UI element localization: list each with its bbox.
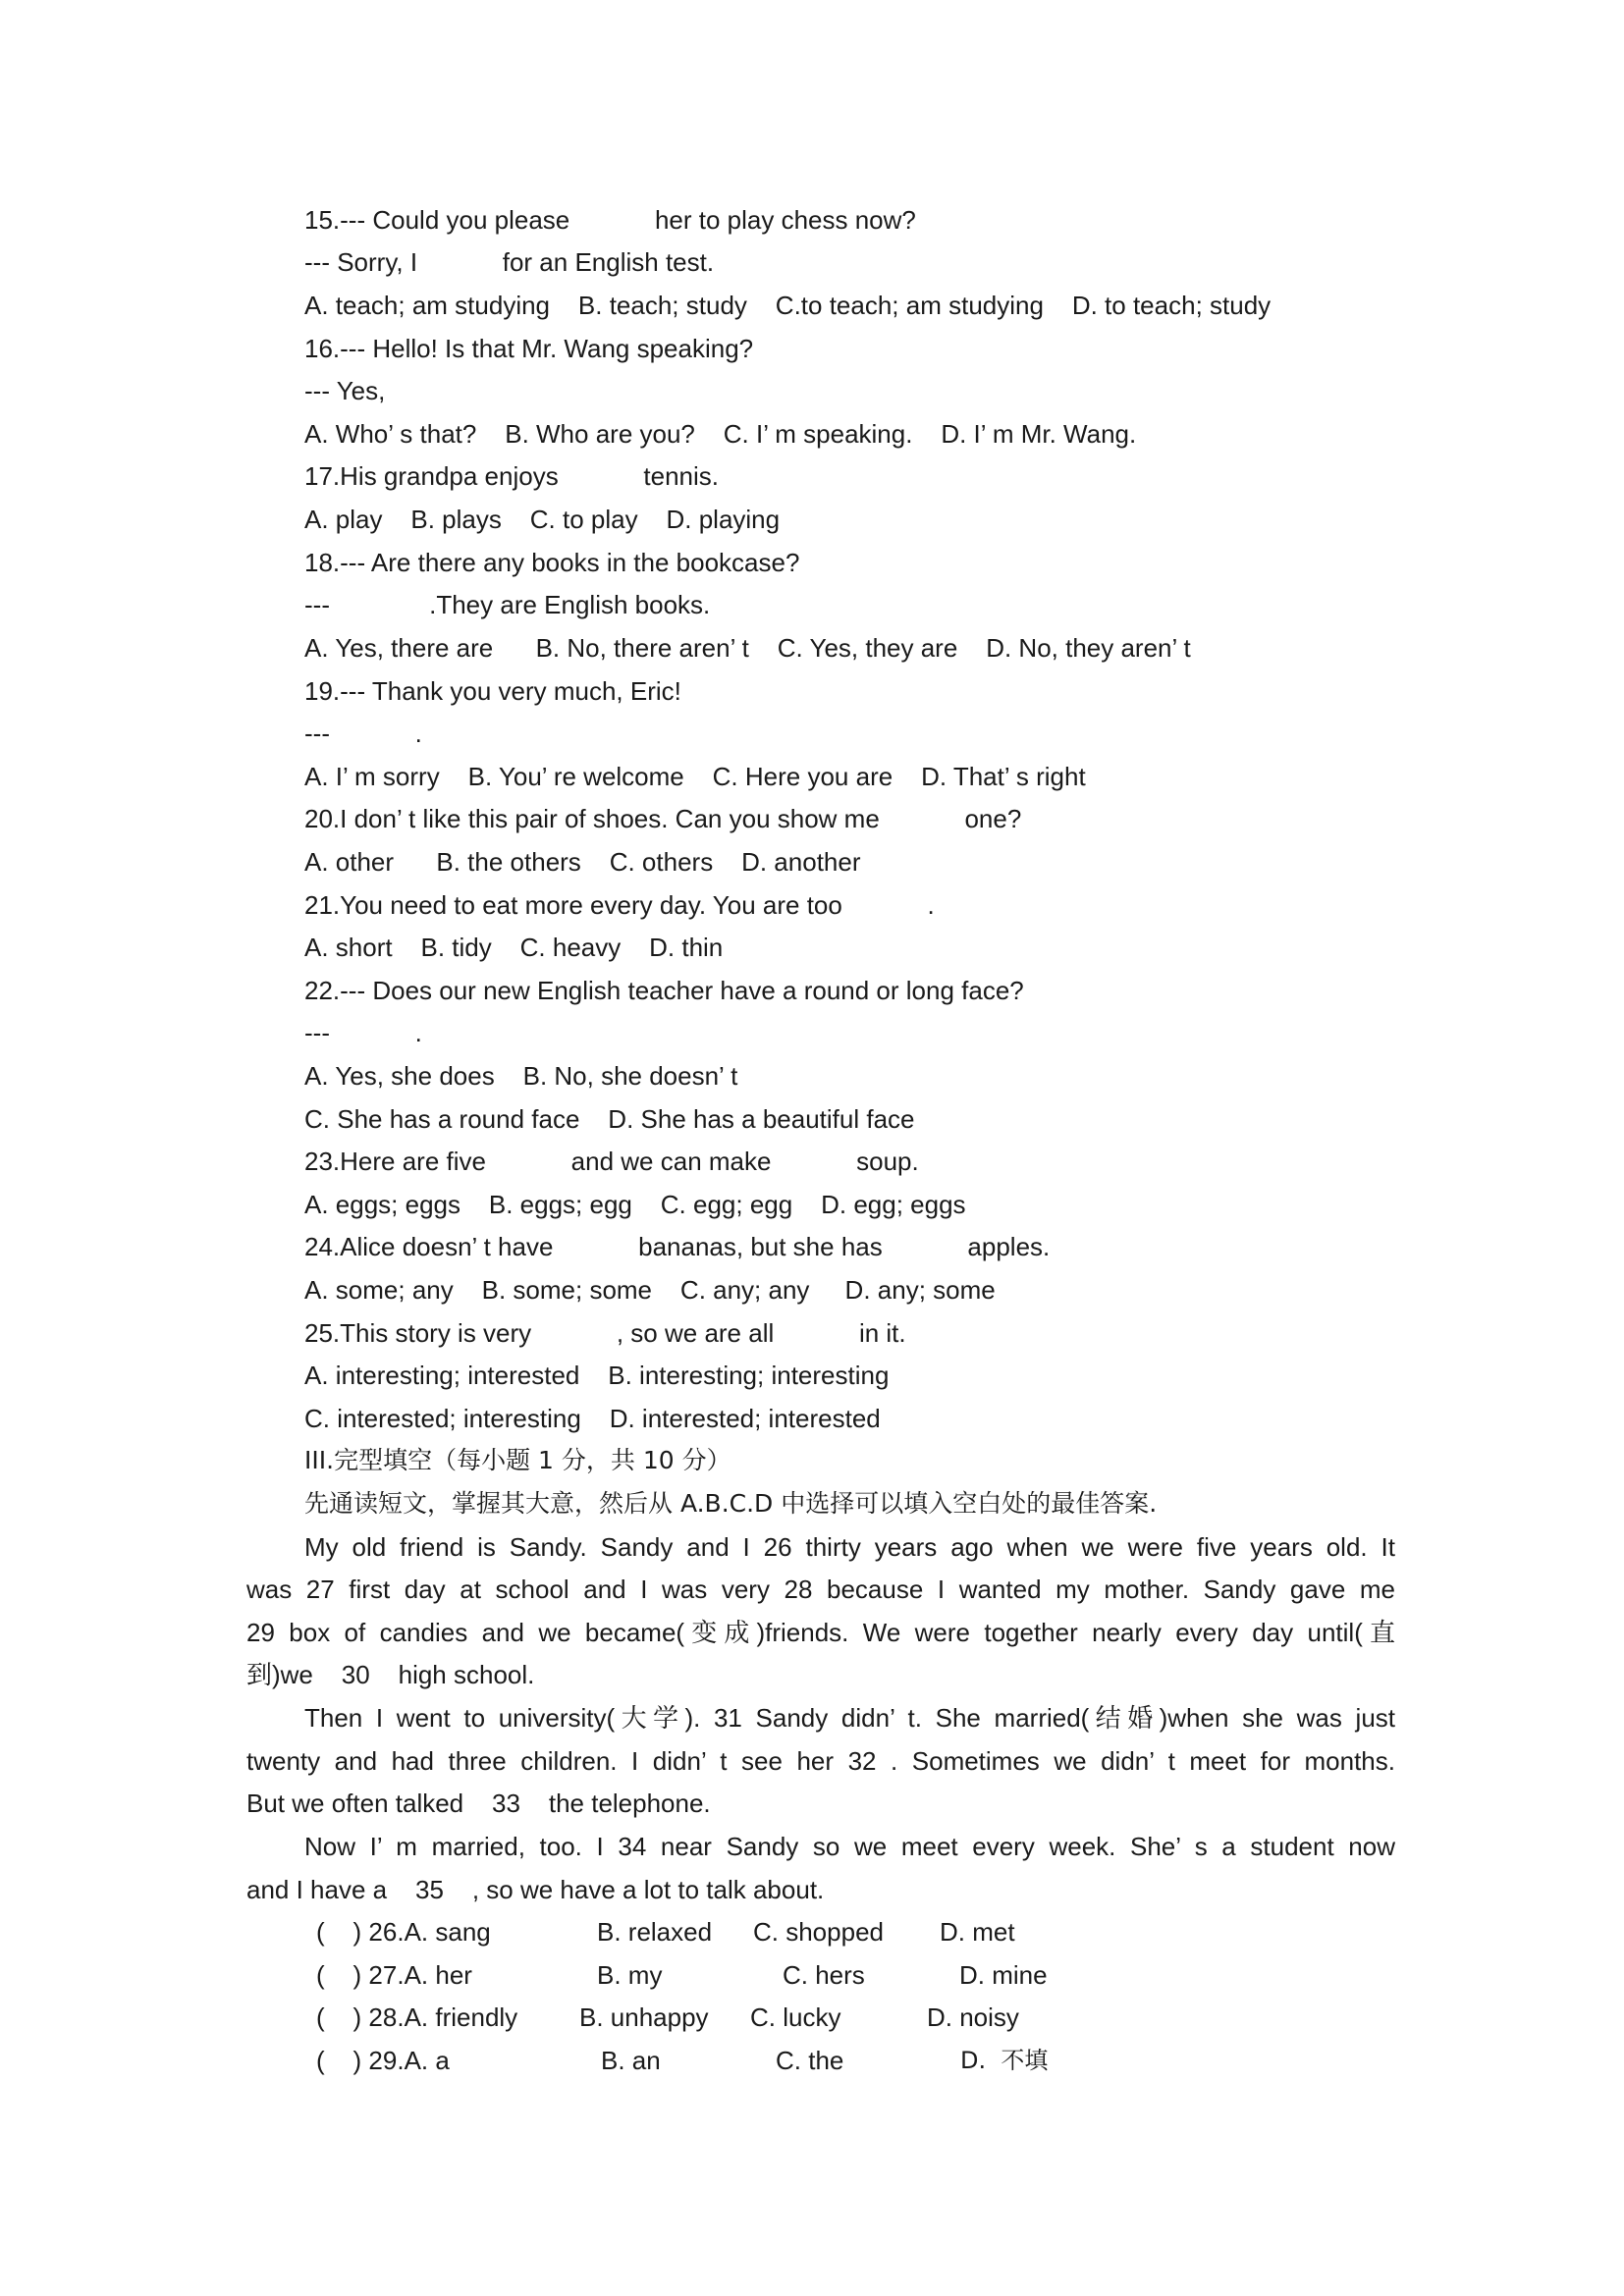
option-b: B. my <box>597 1960 663 1990</box>
passage-p3-line2: and I have a 35 , so we have a lot to talk about. <box>246 1875 825 1904</box>
q22-options-cd: C. She has a round face D. She has a beautiful face <box>304 1104 915 1134</box>
option-c: C. lucky <box>750 2002 841 2032</box>
option-b: B. an <box>601 2046 661 2075</box>
q18-stem: 18.--- Are there any books in the bookcase? <box>304 548 800 577</box>
q16-reply: --- Yes, <box>304 376 386 405</box>
q15-reply: --- Sorry, I for an English test. <box>304 247 715 277</box>
q25-options-ab: A. interesting; interested B. interesting; interesting <box>304 1361 890 1390</box>
passage-p1-line3: 29 box of candies and we became(变成)friends. We were together nearly every day until(直 <box>246 1618 1395 1647</box>
q21-options: A. short B. tidy C. heavy D. thin <box>304 933 724 962</box>
q18-reply: --- .They are English books. <box>304 590 711 619</box>
q21-stem: 21.You need to eat more every day. You are too . <box>304 890 935 920</box>
q24-options: A. some; any B. some; some C. any; any D. any; some <box>304 1275 996 1305</box>
passage-p1-line2: was 27 first day at school and I was very 28 because I wanted my mother. Sandy gave me <box>246 1575 1395 1604</box>
q15-options: A. teach; am studying B. teach; study C.to teach; am studying D. to teach; study <box>304 291 1272 320</box>
q19-options: A. I’ m sorry B. You’ re welcome C. Here you are D. That’ s right <box>304 762 1086 791</box>
q20-options: A. other B. the others C. others D. another <box>304 847 861 877</box>
q22-options-ab: A. Yes, she does B. No, she doesn’ t <box>304 1061 738 1091</box>
q15-stem: 15.--- Could you please her to play chess now? <box>304 205 916 235</box>
option-c: C. hers <box>783 1960 865 1990</box>
q20-stem: 20.I don’ t like this pair of shoes. Can you show me one? <box>304 804 1022 833</box>
q25-options-cd: C. interested; interesting D. interested; interested <box>304 1404 881 1433</box>
passage-p1-line1: My old friend is Sandy. Sandy and I 26 thirty years ago when we were five years old. It <box>304 1532 1395 1562</box>
option-b: B. relaxed <box>597 1917 713 1947</box>
option-d: D. met <box>940 1917 1015 1947</box>
q19-stem: 19.--- Thank you very much, Eric! <box>304 676 681 706</box>
option-c: C. shopped <box>753 1917 884 1947</box>
q24-stem: 24.Alice doesn’ t have bananas, but she has apples. <box>304 1232 1051 1261</box>
cloze-item-27 <box>316 1960 1200 1990</box>
option-d: D. mine <box>959 1960 1048 1990</box>
q16-stem: 16.--- Hello! Is that Mr. Wang speaking? <box>304 334 754 363</box>
q23-stem: 23.Here are five and we can make soup. <box>304 1147 919 1176</box>
q25-stem: 25.This story is very , so we are all in it. <box>304 1318 906 1348</box>
cloze-item-number: ( ) 29.A. a <box>316 2046 450 2075</box>
passage-p2-line1: Then I went to university(大学). 31 Sandy didn’ t. She married(结婚)when she was just <box>304 1703 1395 1733</box>
section-instruction: 先通读短文，掌握其大意，然后从 A.B.C.D 中选择可以填入空白处的最佳答案. <box>304 1489 1158 1518</box>
passage-p2-line3: But we often talked 33 the telephone. <box>246 1789 711 1818</box>
q22-stem: 22.--- Does our new English teacher have a round or long face? <box>304 976 1024 1005</box>
cloze-item-29 <box>316 2046 1200 2075</box>
q17-stem: 17.His grandpa enjoys tennis. <box>304 461 720 491</box>
option-c: C. the <box>776 2046 844 2075</box>
cloze-item-number: ( ) 26.A. sang <box>316 1917 491 1947</box>
q18-options: A. Yes, there are B. No, there aren’ t C. Yes, they are D. No, they aren’ t <box>304 633 1191 663</box>
passage-p3-line1: Now I’ m married, too. I 34 near Sandy so we meet every week. She’ s a student now <box>304 1832 1395 1861</box>
q23-options: A. eggs; eggs B. eggs; egg C. egg; egg D. egg; eggs <box>304 1190 966 1219</box>
cloze-item-number: ( ) 27.A. her <box>316 1960 472 1990</box>
section-heading: III.完型填空（每小题 1 分，共 10 分） <box>304 1446 731 1474</box>
q16-options: A. Who’ s that? B. Who are you? C. I’ m speaking. D. I’ m Mr. Wang. <box>304 419 1137 449</box>
passage-p2-line2: twenty and had three children. I didn’ t see her 32 . Sometimes we didn’ t meet for months. <box>246 1746 1395 1776</box>
cloze-item-26 <box>316 1917 1200 1947</box>
cloze-item-number: ( ) 28.A. friendly <box>316 2002 518 2032</box>
q17-options: A. play B. plays C. to play D. playing <box>304 505 781 534</box>
passage-p1-line4: 到)we 30 high school. <box>246 1660 535 1689</box>
cloze-item-28 <box>316 2002 1200 2032</box>
q19-reply: --- . <box>304 719 422 748</box>
option-b: B. unhappy <box>579 2002 709 2032</box>
option-d: D. 不填 <box>960 2047 1049 2074</box>
option-d: D. noisy <box>927 2002 1019 2032</box>
q22-reply: --- . <box>304 1018 422 1047</box>
